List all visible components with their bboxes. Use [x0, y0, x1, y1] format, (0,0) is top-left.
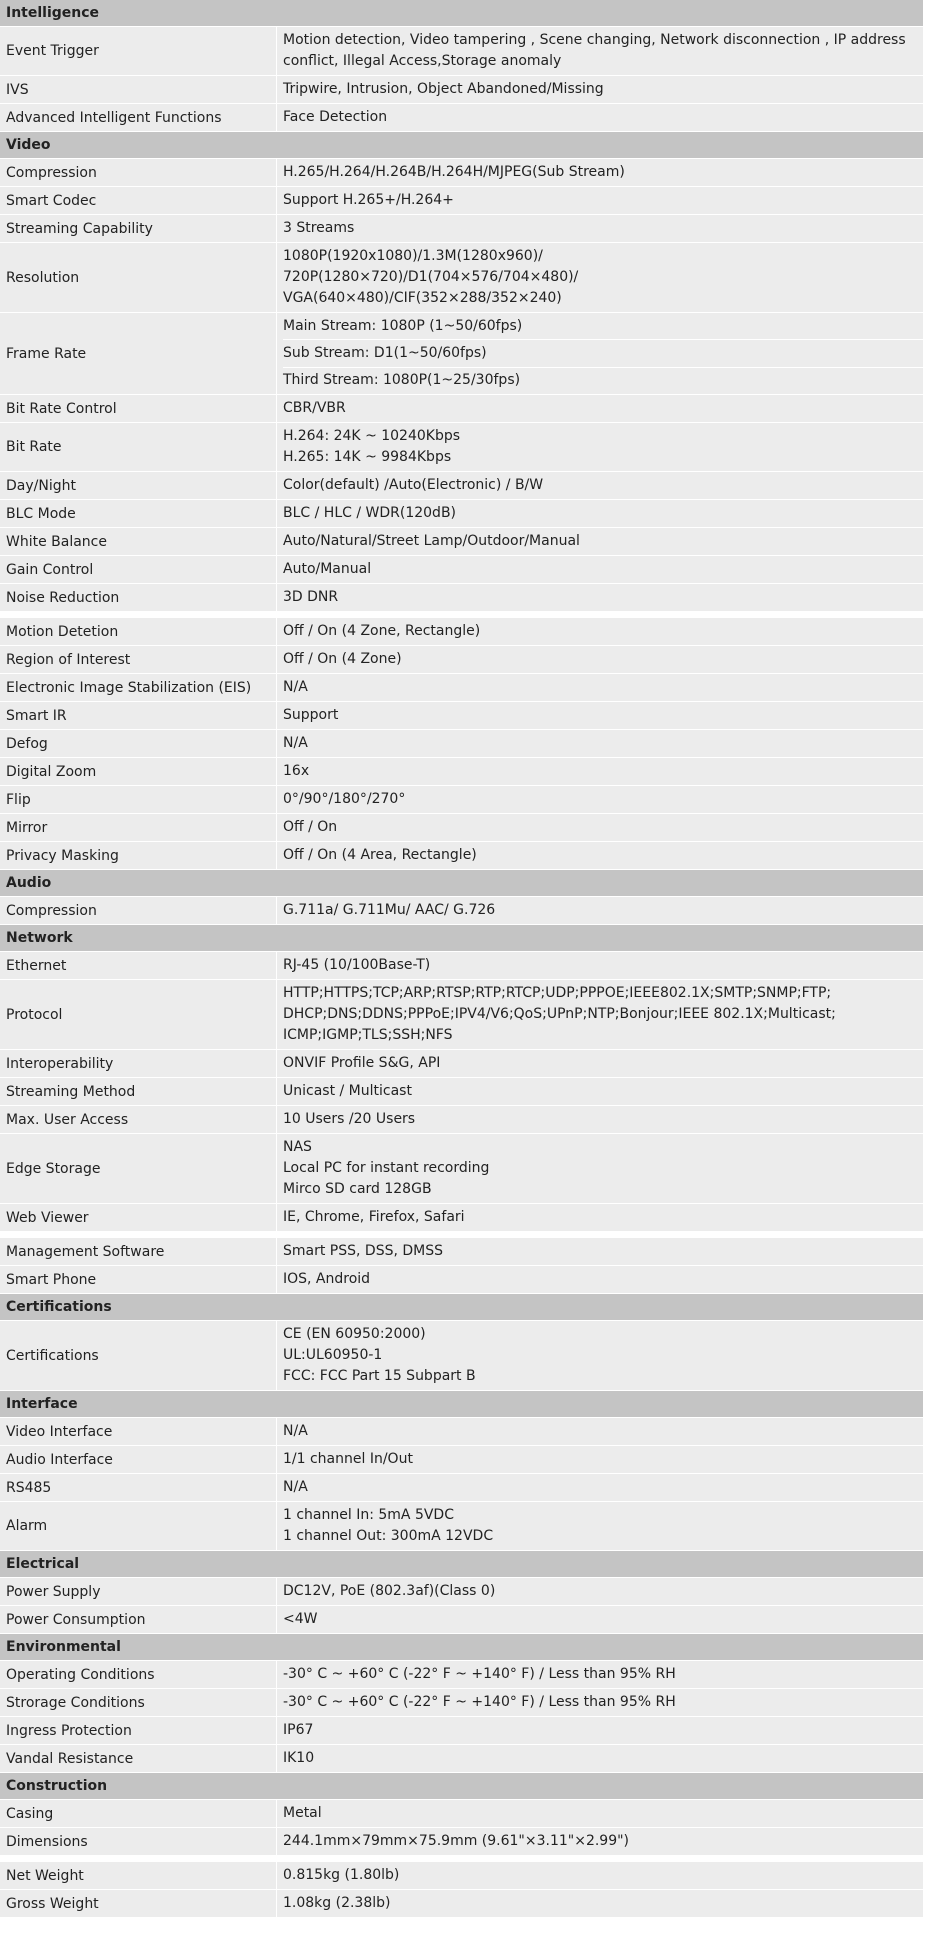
spec-value: [276, 1050, 923, 1077]
spec-value: [276, 159, 923, 186]
spec-label: Streaming Method: [6, 1083, 136, 1100]
spec-row-defog: [0, 730, 923, 758]
spec-label: Privacy Masking: [6, 847, 119, 864]
spec-label: Web Viewer: [6, 1209, 89, 1226]
spec-label: Ethernet: [6, 957, 67, 974]
spec-value-line: 0.815kg (1.80lb): [283, 1867, 400, 1883]
spec-value-line: CBR/VBR: [283, 400, 346, 416]
spec-value-line: N/A: [283, 1479, 308, 1495]
spec-value-line: VGA(640×480)/CIF(352×288/352×240): [283, 290, 562, 306]
spec-value-line: H.265/H.264/H.264B/H.264H/MJPEG(Sub Stream): [283, 164, 625, 180]
spec-row-gain-control: [0, 556, 923, 584]
spec-value-line: 16x: [283, 763, 310, 779]
spec-row-digital-zoom: [0, 758, 923, 786]
spec-label: Interoperability: [6, 1055, 114, 1072]
spec-value-line: RJ-45 (10/100Base-T): [283, 957, 431, 973]
spec-label: Streaming Capability: [6, 220, 153, 237]
spec-value: [276, 897, 923, 924]
spec-value-line: 244.1mm×79mm×75.9mm (9.61"×3.11"×2.99"): [283, 1833, 630, 1849]
spec-value-line: Auto/Natural/Street Lamp/Outdoor/Manual: [283, 533, 580, 549]
spec-subvalue: Main Stream: 1080P (1~50/60fps): [283, 313, 923, 340]
spec-label: Smart Phone: [6, 1271, 97, 1288]
spec-value: [276, 1106, 923, 1133]
spec-value: [276, 1890, 923, 1917]
spec-value-line: BLC / HLC / WDR(120dB): [283, 505, 457, 521]
spec-row-day-night: [0, 472, 923, 500]
spec-value-line: Off / On (4 Zone, Rectangle): [283, 623, 481, 639]
spec-value-line: DC12V, PoE (802.3af)(Class 0): [283, 1583, 496, 1599]
spec-label: RS485: [6, 1479, 52, 1496]
spec-value: [276, 1800, 923, 1827]
spec-label: Strorage Conditions: [6, 1694, 145, 1711]
spec-label: Vandal Resistance: [6, 1750, 134, 1767]
spec-row-alarm: [0, 1502, 923, 1551]
spec-value: [276, 952, 923, 979]
spec-value: [276, 1266, 923, 1293]
spec-row-management-software: [0, 1238, 923, 1266]
spec-value: [276, 618, 923, 645]
spec-value-line: N/A: [283, 1423, 308, 1439]
spec-value: [276, 1204, 923, 1231]
spec-value-line: H.264: 24K ~ 10240Kbps: [283, 428, 461, 444]
spec-value-line: Color(default) /Auto(Electronic) / B/W: [283, 477, 544, 493]
spec-value: [276, 1502, 923, 1550]
spec-value-line: 1 channel Out: 300mA 12VDC: [283, 1528, 494, 1544]
spec-label: Video Interface: [6, 1423, 113, 1440]
spec-value: [276, 1134, 923, 1203]
spec-value-line: ONVIF Profile S&G, API: [283, 1055, 441, 1071]
spec-value: [276, 1446, 923, 1473]
spec-row-power-supply: [0, 1578, 923, 1606]
spec-value-line: Off / On: [283, 819, 338, 835]
spec-value-line: Smart PSS, DSS, DMSS: [283, 1243, 444, 1259]
spec-value-line: ICMP;IGMP;TLS;SSH;NFS: [283, 1027, 453, 1043]
spec-row-ivs: [0, 76, 923, 104]
spec-label: IVS: [6, 81, 29, 98]
spec-label: Resolution: [6, 269, 80, 286]
spec-value: [276, 1238, 923, 1265]
spec-label: Electronic Image Stabilization (EIS): [6, 679, 252, 696]
spec-label: Day/Night: [6, 477, 76, 494]
spec-row-event-trigger: [0, 27, 923, 76]
spec-row-blc-mode: [0, 500, 923, 528]
spec-label: Certifications: [6, 1347, 99, 1364]
spec-label: BLC Mode: [6, 505, 76, 522]
spec-row-ingress-protection: [0, 1717, 923, 1745]
spec-value-line: HTTP;HTTPS;TCP;ARP;RTSP;RTP;RTCP;UDP;PPPOE;IEEE802.1X;SMTP;SNMP;FTP;: [283, 985, 832, 1001]
spec-row-operating-conditions: [0, 1661, 923, 1689]
spec-value-line: Unicast / Multicast: [283, 1083, 412, 1099]
spec-label: Max. User Access: [6, 1111, 129, 1128]
spec-label: Gross Weight: [6, 1895, 99, 1912]
section-header-audio: Audio: [0, 870, 923, 897]
spec-label: Bit Rate: [6, 439, 62, 455]
spec-label: Alarm: [6, 1518, 48, 1534]
spec-value: [276, 472, 923, 499]
spec-value-line: 3 Streams: [283, 220, 355, 236]
spec-row-interoperability: [0, 1050, 923, 1078]
spec-row-rs485: [0, 1474, 923, 1502]
spec-value: [276, 423, 923, 471]
spec-label: Mirror: [6, 819, 48, 836]
spec-row-electronic-image-stabilization-eis: [0, 674, 923, 702]
spec-label: Motion Detetion: [6, 623, 119, 640]
spec-value: [276, 584, 923, 611]
spec-label: Audio Interface: [6, 1451, 113, 1468]
spec-value-line: NAS: [283, 1139, 312, 1155]
spec-row-smart-codec: [0, 187, 923, 215]
spec-value-line: DHCP;DNS;DDNS;PPPoE;IPV4/V6;QoS;UPnP;NTP;Bonjour;IEEE 802.1X;Multicast;: [283, 1006, 836, 1022]
spec-value: [276, 395, 923, 422]
spec-value-line: CE (EN 60950:2000): [283, 1326, 426, 1342]
spec-row-net-weight: [0, 1862, 923, 1890]
spec-row-edge-storage: [0, 1134, 923, 1204]
spec-row-dimensions: [0, 1828, 923, 1856]
spec-value: [276, 758, 923, 785]
spec-value: [276, 674, 923, 701]
spec-label: Power Supply: [6, 1583, 101, 1600]
spec-row-noise-reduction: [0, 584, 923, 612]
spec-row-resolution: [0, 243, 923, 313]
spec-value: [276, 1418, 923, 1445]
spec-value-line: 1.08kg (2.38lb): [283, 1895, 391, 1911]
spec-value: [276, 313, 923, 394]
section-header-intelligence: Intelligence: [0, 0, 923, 27]
spec-label: Noise Reduction: [6, 589, 120, 606]
spec-row-streaming-method: [0, 1078, 923, 1106]
spec-value: [276, 1828, 923, 1855]
spec-value-line: Motion detection, Video tampering , Scene changing, Network disconnection , IP address: [283, 32, 906, 48]
spec-row-privacy-masking: [0, 842, 923, 870]
spec-label: Advanced Intelligent Functions: [6, 109, 222, 126]
spec-value-line: H.265: 14K ~ 9984Kbps: [283, 449, 452, 465]
spec-row-smart-phone: [0, 1266, 923, 1294]
spec-value-line: Tripwire, Intrusion, Object Abandoned/Missing: [283, 81, 604, 97]
spec-row-vandal-resistance: [0, 1745, 923, 1773]
spec-row-streaming-capability: [0, 215, 923, 243]
section-header-electrical: Electrical: [0, 1551, 923, 1578]
section-header-certifications: Certifications: [0, 1294, 923, 1321]
spec-value-line: IK10: [283, 1750, 315, 1766]
spec-value-line: N/A: [283, 735, 308, 751]
spec-value-line: IP67: [283, 1722, 314, 1738]
spec-value: [276, 814, 923, 841]
spec-label: Gain Control: [6, 561, 94, 578]
spec-label: Compression: [6, 902, 97, 919]
spec-value-line: Mirco SD card 128GB: [283, 1181, 432, 1197]
spec-row-mirror: [0, 814, 923, 842]
spec-subvalue: Third Stream: 1080P(1~25/30fps): [283, 372, 521, 389]
spec-value-line: -30° C ~ +60° C (-22° F ~ +140° F) / Less than 95% RH: [283, 1694, 676, 1710]
spec-value-line: 1080P(1920x1080)/1.3M(1280x960)/: [283, 248, 543, 264]
spec-value-line: Off / On (4 Area, Rectangle): [283, 847, 477, 863]
spec-value: [276, 1578, 923, 1605]
spec-label: Dimensions: [6, 1833, 88, 1850]
spec-value: [276, 786, 923, 813]
spec-label: Region of Interest: [6, 651, 131, 668]
spec-value-line: IE, Chrome, Firefox, Safari: [283, 1209, 465, 1225]
spec-value-line: Support: [283, 707, 339, 723]
spec-label: Bit Rate Control: [6, 400, 117, 417]
spec-value: [276, 1862, 923, 1889]
spec-value-line: FCC: FCC Part 15 Subpart B: [283, 1368, 476, 1384]
spec-row-web-viewer: [0, 1204, 923, 1232]
spec-value-line: IOS, Android: [283, 1271, 371, 1287]
spec-label: Operating Conditions: [6, 1666, 155, 1683]
spec-row-audio-interface: [0, 1446, 923, 1474]
spec-value: [276, 1474, 923, 1501]
spec-value-line: Auto/Manual: [283, 561, 372, 577]
spec-row-casing: [0, 1800, 923, 1828]
spec-value: [276, 730, 923, 757]
spec-value-line: 1/1 channel In/Out: [283, 1451, 413, 1467]
spec-row-protocol: [0, 980, 923, 1050]
spec-value: [276, 1717, 923, 1744]
spec-label: Compression: [6, 164, 97, 181]
spec-row-certifications: [0, 1321, 923, 1391]
spec-label: Defog: [6, 735, 48, 752]
spec-value-line: 0°/90°/180°/270°: [283, 791, 406, 807]
spec-label: Smart Codec: [6, 192, 97, 209]
spec-value-line: UL:UL60950-1: [283, 1347, 383, 1363]
spec-value: [276, 702, 923, 729]
spec-label: Ingress Protection: [6, 1722, 132, 1739]
spec-row-frame-rate: [0, 313, 923, 395]
spec-value: [276, 215, 923, 242]
spec-value-line: conflict, Illegal Access,Storage anomaly: [283, 53, 562, 69]
spec-subvalue: Sub Stream: D1(1~50/60fps): [283, 340, 923, 367]
spec-value-line: Metal: [283, 1805, 322, 1821]
spec-label: White Balance: [6, 533, 107, 550]
spec-value-line: 1 channel In: 5mA 5VDC: [283, 1507, 454, 1523]
spec-row-compression: [0, 897, 923, 925]
spec-value-line: 3D DNR: [283, 589, 339, 605]
spec-value-line: G.711a/ G.711Mu/ AAC/ G.726: [283, 902, 496, 918]
section-header-interface: Interface: [0, 1391, 923, 1418]
spec-row-bit-rate: [0, 423, 923, 472]
spec-label: Management Software: [6, 1243, 165, 1260]
spec-value: [276, 76, 923, 103]
spec-row-advanced-intelligent-functions: [0, 104, 923, 132]
spec-value: [276, 1321, 923, 1390]
section-header-construction: Construction: [0, 1773, 923, 1800]
spec-value: [276, 27, 923, 75]
spec-value: [276, 187, 923, 214]
spec-value: [276, 646, 923, 673]
spec-value-line: N/A: [283, 679, 308, 695]
spec-value: [276, 500, 923, 527]
spec-label: Event Trigger: [6, 43, 99, 59]
spec-label: Protocol: [6, 1006, 63, 1023]
spec-value: [276, 1078, 923, 1105]
spec-label: Smart IR: [6, 707, 67, 724]
spec-label: Edge Storage: [6, 1160, 101, 1177]
spec-label: Net Weight: [6, 1867, 84, 1884]
spec-value: [276, 1606, 923, 1633]
spec-label: Digital Zoom: [6, 763, 97, 780]
spec-label: Flip: [6, 791, 31, 808]
spec-row-max-user-access: [0, 1106, 923, 1134]
section-header-video: Video: [0, 132, 923, 159]
spec-value: [276, 1745, 923, 1772]
spec-value-line: Local PC for instant recording: [283, 1160, 490, 1176]
spec-row-region-of-interest: [0, 646, 923, 674]
spec-value-line: 10 Users /20 Users: [283, 1111, 416, 1127]
spec-row-power-consumption: [0, 1606, 923, 1634]
spec-value-line: 720P(1280×720)/D1(704×576/704×480)/: [283, 269, 579, 285]
spec-value: [276, 842, 923, 869]
spec-value: [276, 104, 923, 131]
spec-label: Frame Rate: [6, 345, 87, 362]
spec-value: [276, 556, 923, 583]
section-header-network: Network: [0, 925, 923, 952]
spec-row-smart-ir: [0, 702, 923, 730]
spec-row-video-interface: [0, 1418, 923, 1446]
spec-row-gross-weight: [0, 1890, 923, 1918]
spec-value-line: Off / On (4 Zone): [283, 651, 402, 667]
spec-value-line: -30° C ~ +60° C (-22° F ~ +140° F) / Less than 95% RH: [283, 1666, 676, 1682]
spec-value: [276, 1661, 923, 1688]
spec-label: Casing: [6, 1805, 54, 1822]
spec-row-motion-detetion: [0, 618, 923, 646]
spec-value-line: Face Detection: [283, 109, 388, 125]
spec-value: [276, 528, 923, 555]
spec-row-flip: [0, 786, 923, 814]
spec-row-compression: [0, 159, 923, 187]
spec-row-white-balance: [0, 528, 923, 556]
spec-label: Power Consumption: [6, 1611, 146, 1628]
spec-row-bit-rate-control: [0, 395, 923, 423]
spec-row-ethernet: [0, 952, 923, 980]
spec-value-line: <4W: [283, 1611, 318, 1627]
spec-value: [276, 1689, 923, 1716]
spec-value: [276, 980, 923, 1049]
spec-value: [276, 243, 923, 312]
spec-row-strorage-conditions: [0, 1689, 923, 1717]
spec-value-line: Support H.265+/H.264+: [283, 192, 454, 208]
section-header-environmental: Environmental: [0, 1634, 923, 1661]
